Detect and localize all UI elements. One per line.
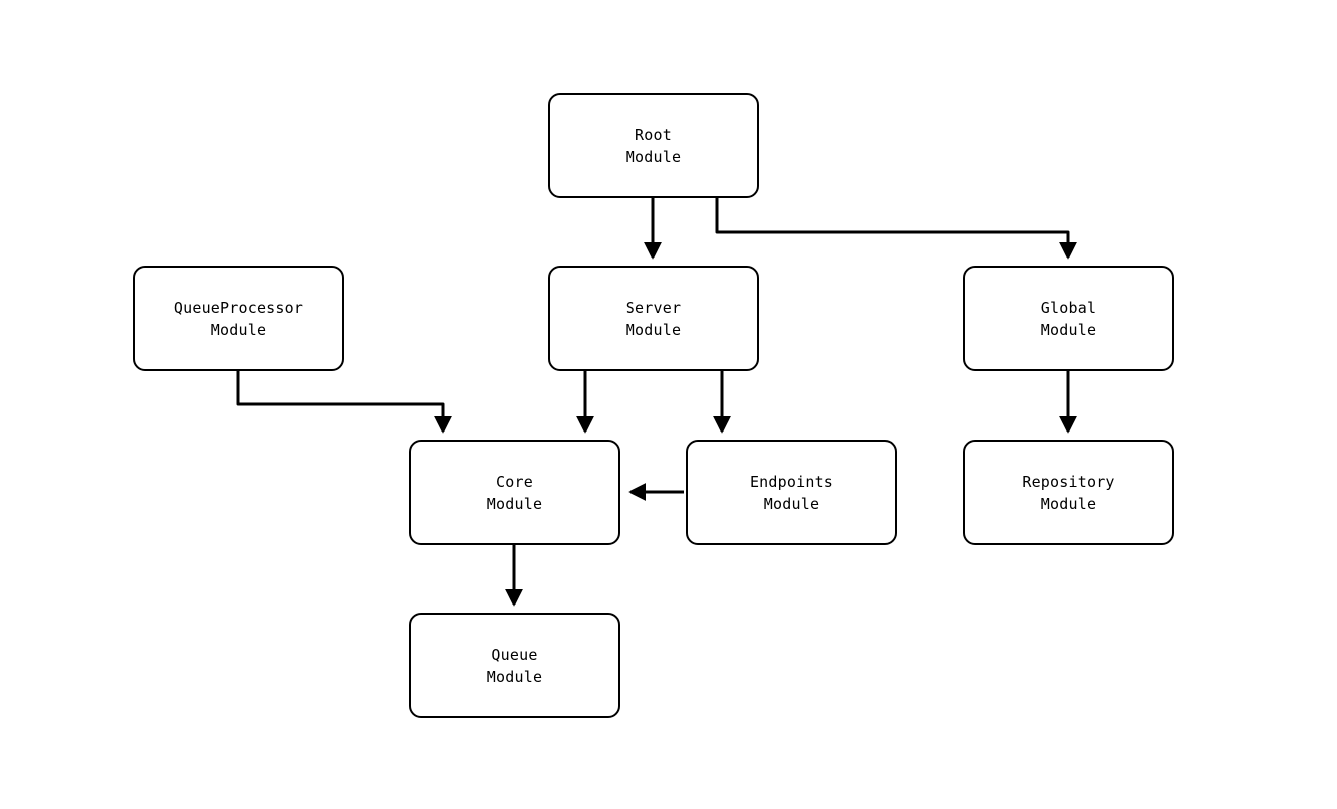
node-core-module-label-line1: Core xyxy=(496,472,533,491)
node-server-module[interactable] xyxy=(548,266,759,371)
node-queueprocessor-module[interactable] xyxy=(133,266,344,371)
node-server-module-label-line1: Server xyxy=(625,298,682,317)
node-root-module[interactable] xyxy=(548,93,759,198)
node-queueprocessor-module-label-line1: QueueProcessor xyxy=(173,298,304,317)
node-endpoints-module-label-line2: Module xyxy=(763,494,820,513)
node-global-module-label-line1: Global xyxy=(1040,298,1097,317)
node-repository-module[interactable] xyxy=(963,440,1174,545)
node-queueprocessor-module-label-line2: Module xyxy=(210,320,267,339)
node-repository-module-label-line1: Repository xyxy=(1022,472,1115,491)
node-global-module-label-line2: Module xyxy=(1040,320,1097,339)
node-repository-module-label-line2: Module xyxy=(1040,494,1097,513)
edge-queueprocessor-to-core xyxy=(238,371,443,432)
node-queue-module-label-line1: Queue xyxy=(491,645,538,664)
node-core-module[interactable] xyxy=(409,440,620,545)
node-core-module-label-line2: Module xyxy=(486,494,543,513)
node-endpoints-module[interactable] xyxy=(686,440,897,545)
node-root-module-label-line2: Module xyxy=(625,147,682,166)
node-queue-module[interactable] xyxy=(409,613,620,718)
node-endpoints-module-label-line1: Endpoints xyxy=(749,472,834,491)
node-server-module-label-line2: Module xyxy=(625,320,682,339)
edge-root-to-global xyxy=(717,198,1068,258)
node-root-module-label-line1: Root xyxy=(635,125,672,144)
node-queue-module-label-line2: Module xyxy=(486,667,543,686)
node-global-module[interactable] xyxy=(963,266,1174,371)
